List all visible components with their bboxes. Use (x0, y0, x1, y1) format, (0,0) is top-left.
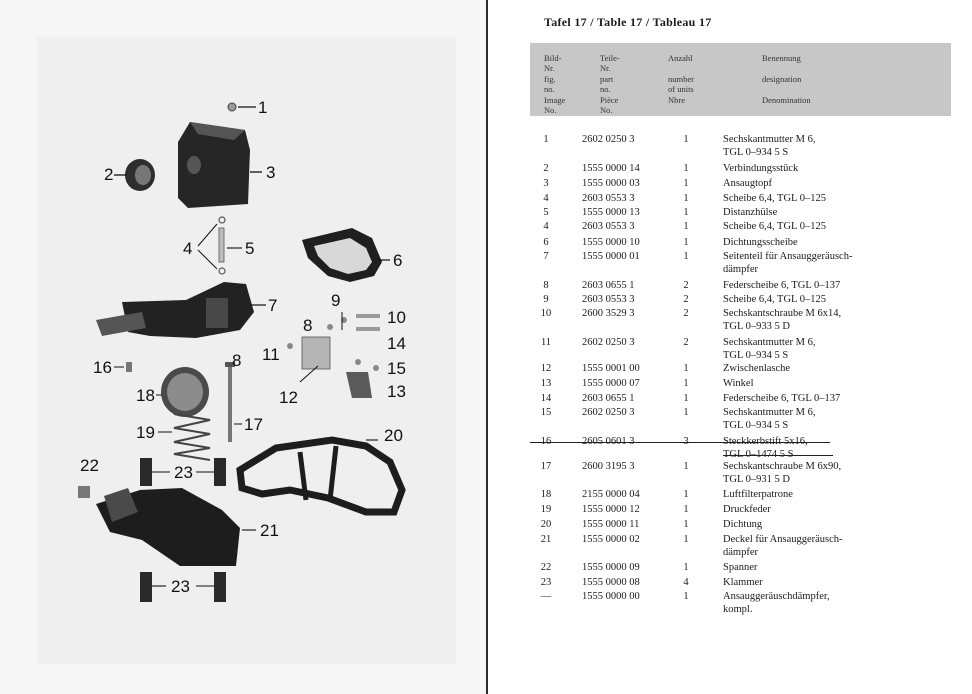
strikethrough-line (530, 442, 830, 443)
designation-line: TGL 0–934 5 S (723, 147, 789, 158)
designation-line: Dichtung (723, 519, 763, 530)
part-number: 2602 0250 3 (582, 407, 635, 418)
quantity: 2 (683, 308, 689, 319)
designation-line: TGL 0–934 5 S (723, 420, 789, 431)
part-number: 1555 0000 03 (582, 178, 640, 189)
quantity: 1 (683, 591, 689, 602)
quantity: 1 (683, 178, 689, 189)
callout-13: 13 (387, 382, 406, 401)
part-gasket-6 (302, 228, 390, 282)
image-number: 12 (540, 363, 552, 374)
callout-2: 2 (104, 165, 114, 184)
callout-22: 22 (80, 456, 99, 475)
callout-7: 7 (268, 296, 278, 315)
callout-23: 23 (174, 463, 193, 482)
callout-8-lower: 8 (232, 351, 242, 370)
part-number: 2600 3529 3 (582, 308, 635, 319)
image-number: 10 (540, 308, 552, 319)
page-title: Tafel 17 / Table 17 / Tableau 17 (544, 15, 712, 29)
header-image-no: Bild- Nr. fig. no. Image No. (544, 53, 566, 115)
image-number: 7 (543, 251, 549, 262)
callout-23-lower: 23 (171, 577, 190, 596)
quantity: 1 (683, 163, 689, 174)
part-number: 2603 0553 3 (582, 221, 635, 232)
image-number: 20 (540, 519, 552, 530)
image-number: 11 (540, 337, 552, 348)
part-pin-16 (114, 362, 132, 372)
callout-4: 4 (183, 239, 193, 258)
image-number: 19 (540, 504, 552, 515)
image-number: 23 (540, 577, 552, 588)
part-spring-19 (158, 414, 210, 460)
image-number: 9 (543, 294, 549, 305)
callout-15: 15 (387, 359, 406, 378)
callout-11: 11 (262, 345, 280, 364)
designation-line: Verbindungsstück (723, 163, 799, 174)
designation-line: TGL 0–933 5 D (723, 321, 790, 332)
part-number: 1555 0000 12 (582, 504, 640, 515)
designation-line: Seitenteil für Ansauggeräusch- (723, 251, 853, 262)
header-part-no: Teile- Nr. part no. Pièce No. (600, 53, 620, 115)
image-number: 15 (540, 407, 552, 418)
image-number: — (540, 591, 552, 602)
quantity: 1 (683, 134, 689, 145)
quantity: 4 (683, 577, 689, 588)
image-number: 18 (540, 489, 552, 500)
image-number: 4 (543, 193, 549, 204)
callout-8: 8 (303, 316, 313, 335)
designation-line: Federscheibe 6, TGL 0–137 (723, 393, 841, 404)
callout-21: 21 (260, 521, 279, 540)
callout-10: 10 (387, 308, 406, 327)
part-filter-cartridge-18 (156, 367, 209, 417)
quantity: 1 (683, 363, 689, 374)
part-number: 1555 0000 13 (582, 207, 640, 218)
image-number: 1 (543, 134, 549, 145)
callout-16: 16 (93, 358, 112, 377)
part-number: 2603 0655 1 (582, 280, 635, 291)
designation-line: Klammer (723, 577, 763, 588)
image-number: 4 (543, 221, 549, 232)
quantity: 2 (683, 280, 689, 291)
image-number: 8 (543, 280, 549, 291)
designation-line: Spanner (723, 562, 758, 573)
part-number: 1555 0000 11 (582, 519, 640, 530)
designation-line: Sechskantschraube M 6x90, (723, 461, 842, 472)
part-number: 1555 0000 09 (582, 562, 640, 573)
callout-6: 6 (393, 251, 403, 270)
quantity: 1 (683, 393, 689, 404)
designation-line: kompl. (723, 604, 753, 615)
part-cover-21 (96, 488, 256, 566)
callout-14: 14 (387, 334, 406, 353)
quantity: 1 (683, 534, 689, 545)
quantity: 1 (683, 504, 689, 515)
part-number: 2602 0250 3 (582, 134, 635, 145)
designation-line: Sechskantmutter M 6, (723, 407, 816, 418)
part-number: 2603 0553 3 (582, 294, 635, 305)
header-quantity: Anzahl number of units Nbre (668, 53, 694, 105)
quantity: 1 (683, 461, 689, 472)
part-tensioner-22 (78, 486, 90, 498)
part-hardware-8-15 (287, 312, 380, 398)
designation-line: Scheibe 6,4, TGL 0–125 (723, 294, 826, 305)
image-number: 17 (540, 461, 552, 472)
designation-line: Federscheibe 6, TGL 0–137 (723, 280, 841, 291)
image-number: 13 (540, 378, 552, 389)
image-number: 14 (540, 393, 552, 404)
designation-line: Distanzhülse (723, 207, 778, 218)
part-number: 1555 0000 08 (582, 577, 640, 588)
part-number: 1555 0000 02 (582, 534, 640, 545)
image-number: 2 (543, 163, 549, 174)
part-number: 2603 0655 1 (582, 393, 635, 404)
image-number: 22 (540, 562, 552, 573)
image-number: 6 (543, 237, 549, 248)
header-designation: Benennung designation Denomination (762, 53, 811, 105)
quantity: 1 (683, 193, 689, 204)
designation-line: Sechskantmutter M 6, (723, 134, 816, 145)
part-number: 1555 0001 00 (582, 363, 640, 374)
image-number: 5 (543, 207, 549, 218)
callout-1: 1 (258, 98, 268, 117)
strikethrough-line (723, 455, 833, 456)
designation-line: TGL 0–934 5 S (723, 350, 789, 361)
part-number: 2155 0000 04 (582, 489, 640, 500)
quantity: 1 (683, 251, 689, 262)
quantity: 1 (683, 562, 689, 573)
callout-18: 18 (136, 386, 155, 405)
quantity: 1 (683, 407, 689, 418)
designation-line: Zwischenlasche (723, 363, 791, 374)
quantity: 1 (683, 378, 689, 389)
part-screw-17 (225, 362, 242, 442)
quantity: 2 (683, 294, 689, 305)
quantity: 1 (683, 207, 689, 218)
part-side-panel-7 (96, 282, 266, 338)
part-number: 1555 0000 10 (582, 237, 640, 248)
designation-line: Scheibe 6,4, TGL 0–125 (723, 193, 826, 204)
table-header (530, 43, 951, 116)
quantity: 1 (683, 519, 689, 530)
image-number: 3 (543, 178, 549, 189)
callout-20: 20 (384, 426, 403, 445)
part-number: 1555 0000 01 (582, 251, 640, 262)
quantity: 1 (683, 489, 689, 500)
quantity: 1 (683, 237, 689, 248)
designation-line: TGL 0–931 5 D (723, 474, 790, 485)
part-number: 2600 3195 3 (582, 461, 635, 472)
part-number: 2602 0250 3 (582, 337, 635, 348)
designation-line: Ansauggeräuschdämpfer, (723, 591, 830, 602)
callout-3: 3 (266, 163, 276, 182)
designation-line: dämpfer (723, 264, 758, 275)
parts-list-page (488, 0, 972, 694)
callout-17: 17 (244, 415, 263, 434)
quantity: 1 (683, 221, 689, 232)
designation-line: Luftfilterpatrone (723, 489, 793, 500)
designation-line: Druckfeder (723, 504, 771, 515)
part-number: 2603 0553 3 (582, 193, 635, 204)
designation-line: Ansaugtopf (723, 178, 772, 189)
designation-line: Dichtungsscheibe (723, 237, 798, 248)
designation-line: Sechskantmutter M 6, (723, 337, 816, 348)
designation-line: Deckel für Ansauggeräusch- (723, 534, 843, 545)
designation-line: Winkel (723, 378, 754, 389)
callout-12: 12 (279, 388, 298, 407)
designation-line: Sechskantschraube M 6x14, (723, 308, 842, 319)
image-number: 21 (540, 534, 552, 545)
callout-9: 9 (331, 291, 341, 310)
part-number: 1555 0000 07 (582, 378, 640, 389)
part-washers-sleeve-4-5 (198, 217, 242, 274)
part-connector-2 (114, 159, 155, 191)
callout-5: 5 (245, 239, 255, 258)
designation-line: dämpfer (723, 547, 758, 558)
part-intake-pot-3 (178, 122, 262, 208)
designation-line: Scheibe 6,4, TGL 0–125 (723, 221, 826, 232)
callout-19: 19 (136, 423, 155, 442)
part-gasket-20 (240, 440, 402, 512)
part-number: 1555 0000 14 (582, 163, 640, 174)
part-number: 1555 0000 00 (582, 591, 640, 602)
quantity: 2 (683, 337, 689, 348)
part-nut-1 (228, 103, 256, 111)
